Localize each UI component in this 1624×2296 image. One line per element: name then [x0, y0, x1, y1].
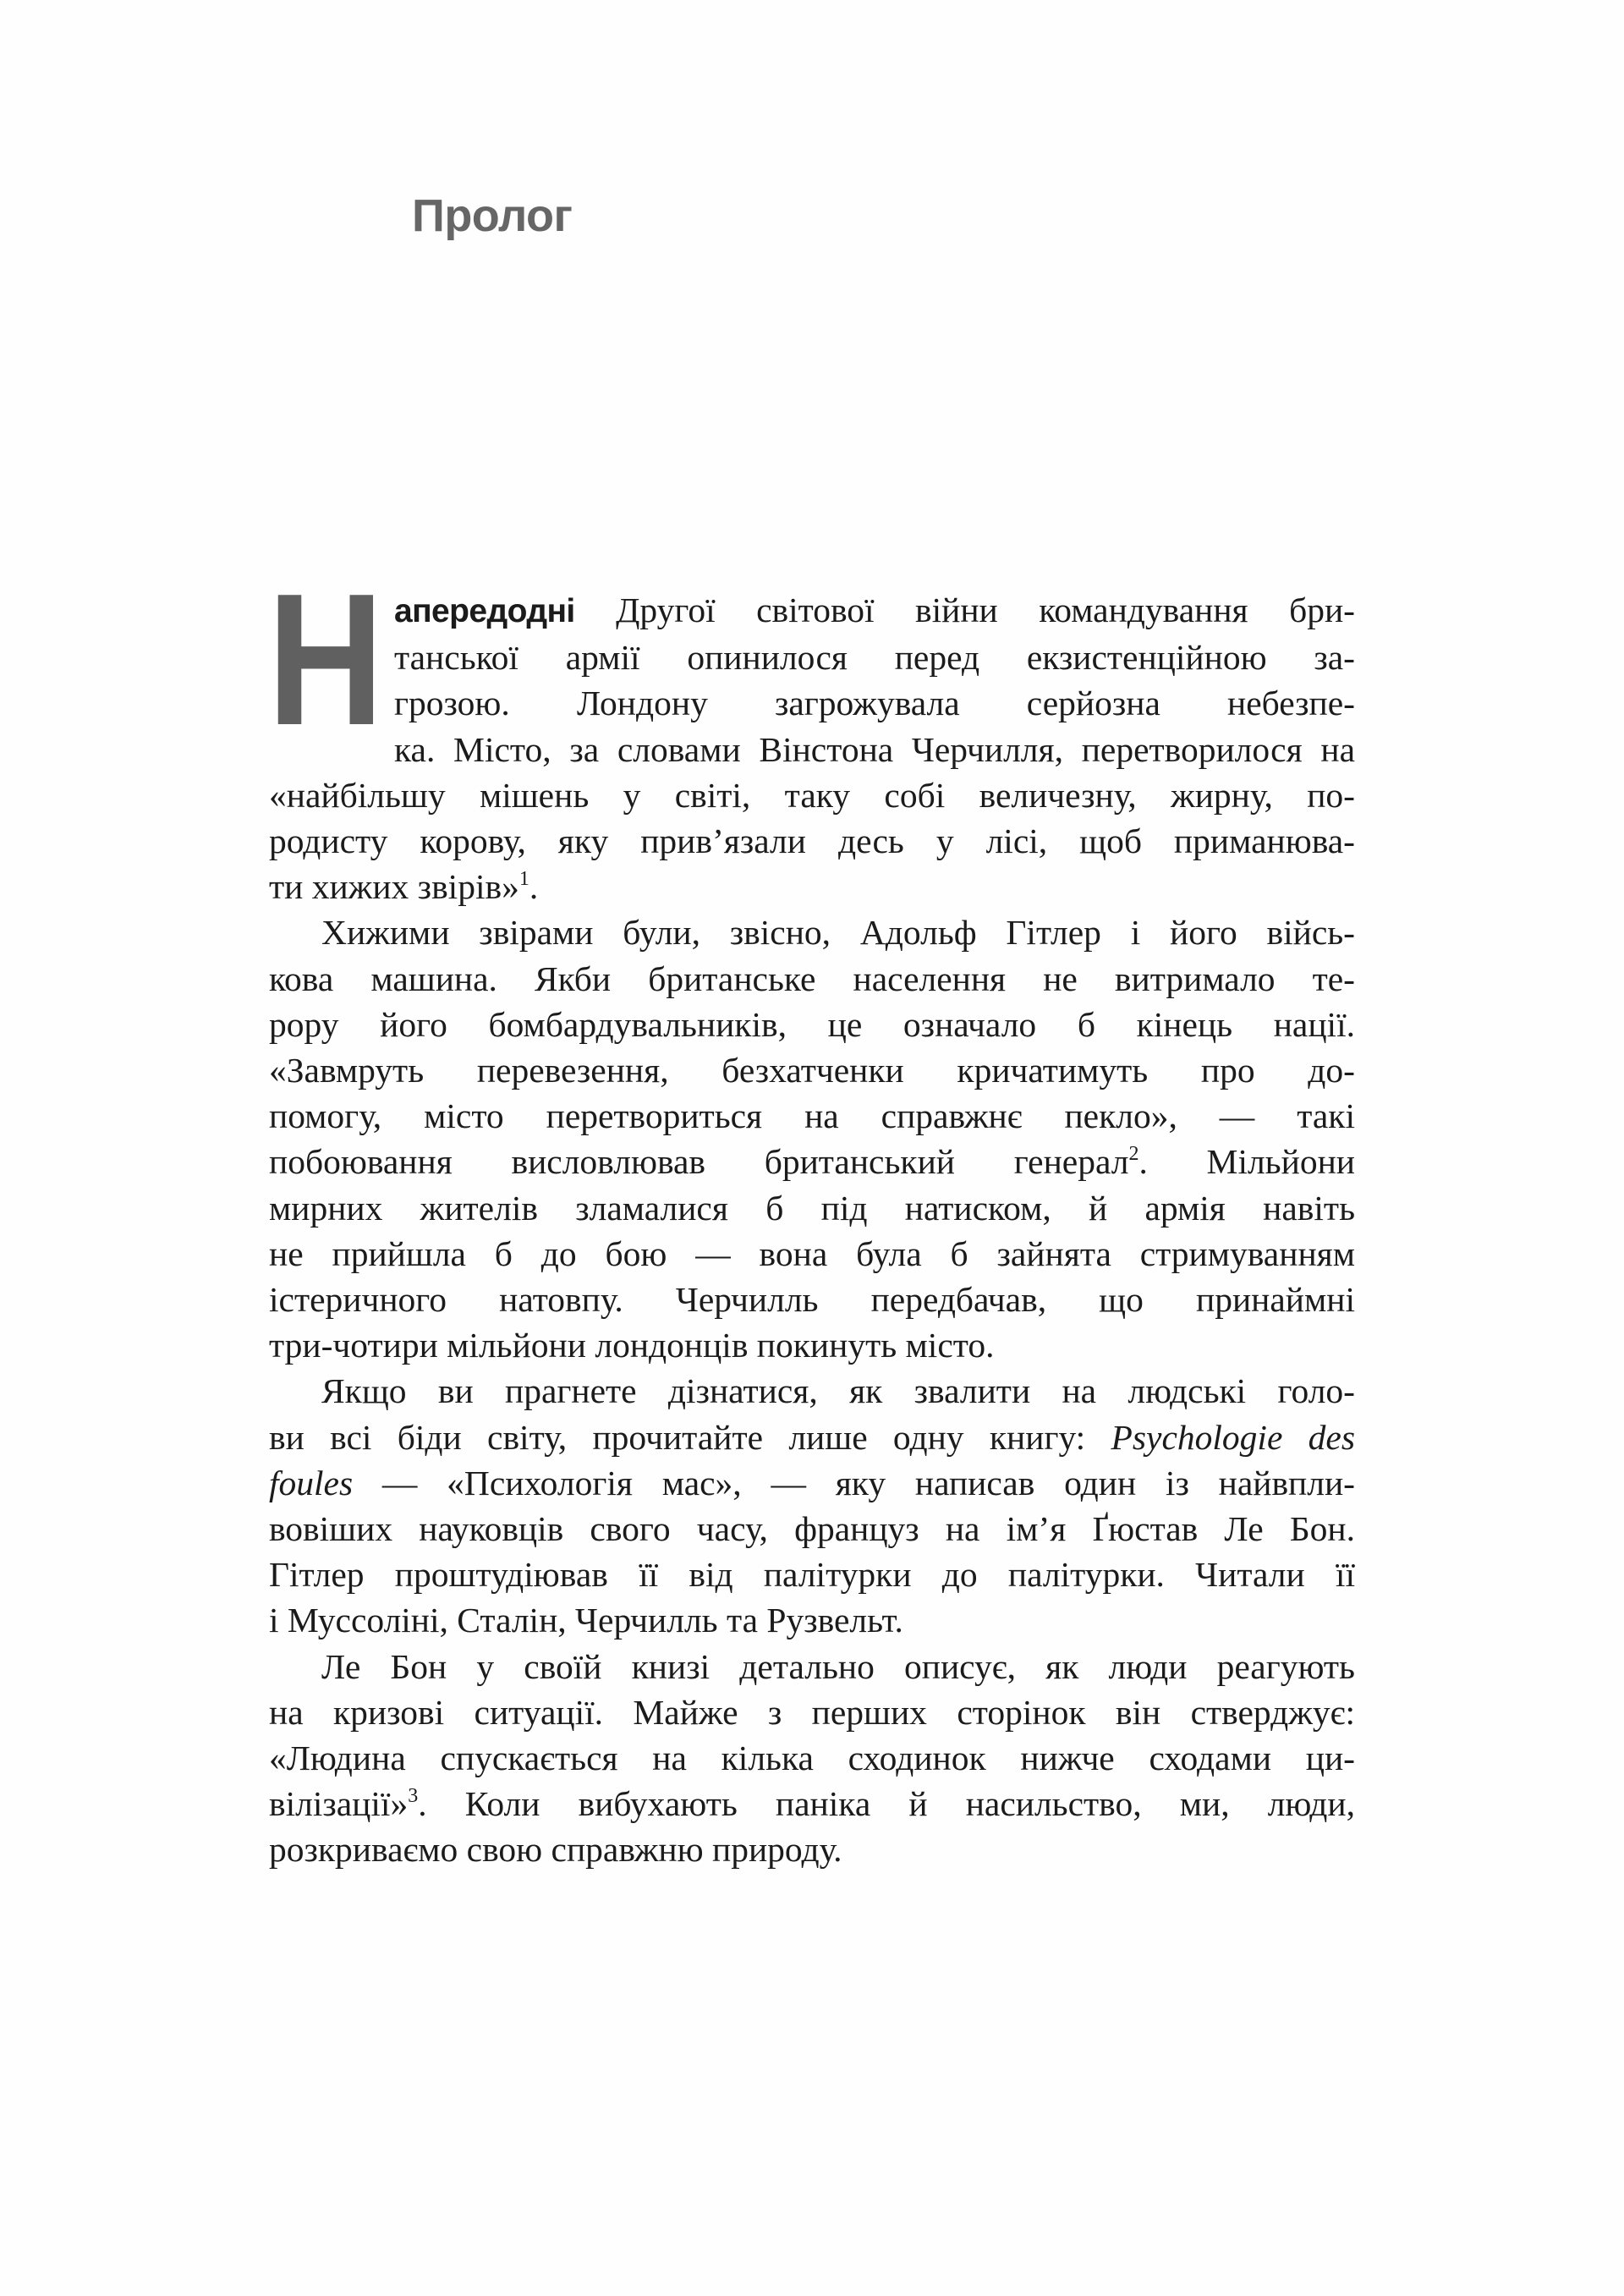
text-span: ви всі біди світу, прочитайте лише одну книгу: — [269, 1417, 1111, 1457]
text-line — [269, 909, 1355, 955]
text-line: рору його бомбардувальників, це означало б кінець нації. — [269, 1004, 1355, 1044]
text-line — [269, 1781, 1355, 1826]
paragraph-4 — [269, 1644, 1355, 1873]
paragraph-2 — [269, 909, 1355, 1368]
footnote-marker-3[interactable]: 3 — [408, 1785, 419, 1808]
text-line — [269, 587, 1355, 634]
footnote-marker-2[interactable]: 2 — [1128, 1143, 1139, 1166]
text-span: вілізації» — [269, 1784, 409, 1824]
text-span: . Коли вибухають паніка й насильство, ми, люди, — [418, 1784, 1355, 1824]
text-line — [269, 1139, 1355, 1184]
lead-word: апередодні — [394, 593, 575, 629]
text-span: побоювання висловлював британський генерал — [269, 1142, 1129, 1182]
text-line: «Людина спускається на кілька сходинок нижче сходами ци- — [269, 1738, 1355, 1778]
text-span: . — [529, 867, 539, 907]
text-line: розкриваємо свою справжню природу. — [269, 1830, 842, 1870]
text-line: Гітлер проштудіював її від палітурки до палітурки. Читали її — [269, 1555, 1355, 1595]
text-line: і Муссоліні, Сталін, Черчилль та Рузвельт. — [269, 1601, 903, 1640]
text-line — [269, 1460, 1355, 1506]
text-span: Хижими звірами були, звісно, Адольф Гітлер і його війсь- — [321, 913, 1355, 953]
footnote-marker-1[interactable]: 1 — [518, 868, 529, 891]
text-line: на кризові ситуації. Майже з перших сторінок він стверджує: — [269, 1692, 1355, 1732]
text-line: кова машина. Якби британське населення не витримало те- — [269, 958, 1355, 998]
text-line: «найбільшу мішень у світі, таку собі величезну, жирну, по- — [269, 775, 1355, 815]
text-line: «Завмруть перевезення, безхатченки кричатимуть про до- — [269, 1051, 1355, 1090]
text-line: родисту корову, яку прив’язали десь у лісі, щоб приманюва- — [269, 821, 1355, 861]
text-span: . Мільйони — [1138, 1142, 1355, 1182]
text-line: три-чотири мільйони лондонців покинуть місто. — [269, 1326, 995, 1365]
text-line — [269, 864, 1355, 909]
text-line: танської армії опинилося перед екзистенційною за- — [394, 638, 1355, 678]
text-line: мирних жителів зламалися б під натиском, й армія навіть — [269, 1188, 1355, 1228]
book-title-italic: foules — [269, 1463, 354, 1502]
text-span: Другої світової війни командування бри- — [574, 590, 1355, 629]
drop-cap: Н — [267, 555, 384, 765]
text-span: — «Психологія мас», — яку написав один із найвпли- — [353, 1463, 1355, 1502]
text-line — [269, 1644, 1355, 1689]
text-line: ка. Місто, за словами Вінстона Черчилля, перетворилося на — [394, 729, 1355, 769]
text-line — [269, 1368, 1355, 1414]
text-line: помогу, місто перетвориться на справжнє пекло», — такі — [269, 1096, 1355, 1136]
paragraph-3 — [269, 1368, 1355, 1643]
text-span: ти хижих звірів» — [269, 867, 519, 907]
chapter-body — [267, 555, 1356, 1873]
text-line: вовіших науковців свого часу, француз на ім’я Ґюстав Ле Бон. — [269, 1509, 1355, 1549]
paragraph-1 — [267, 555, 1355, 909]
text-line: не прийшла б до бою — вона була б зайнята стримуванням — [269, 1233, 1355, 1273]
text-span: Ле Бон у своїй книзі детально описує, як люди реагують — [321, 1646, 1355, 1686]
text-line: істеричного натовпу. Черчилль передбачав, що принаймні — [269, 1280, 1355, 1320]
text-line — [269, 1414, 1355, 1460]
book-title-italic: Psychologie des — [1111, 1417, 1356, 1457]
chapter-title: Пролог — [412, 190, 573, 241]
text-line: грозою. Лондону загрожувала серйозна небезпе- — [394, 684, 1355, 723]
text-span: Якщо ви прагнете дізнатися, як звалити на людські голо- — [321, 1371, 1355, 1411]
